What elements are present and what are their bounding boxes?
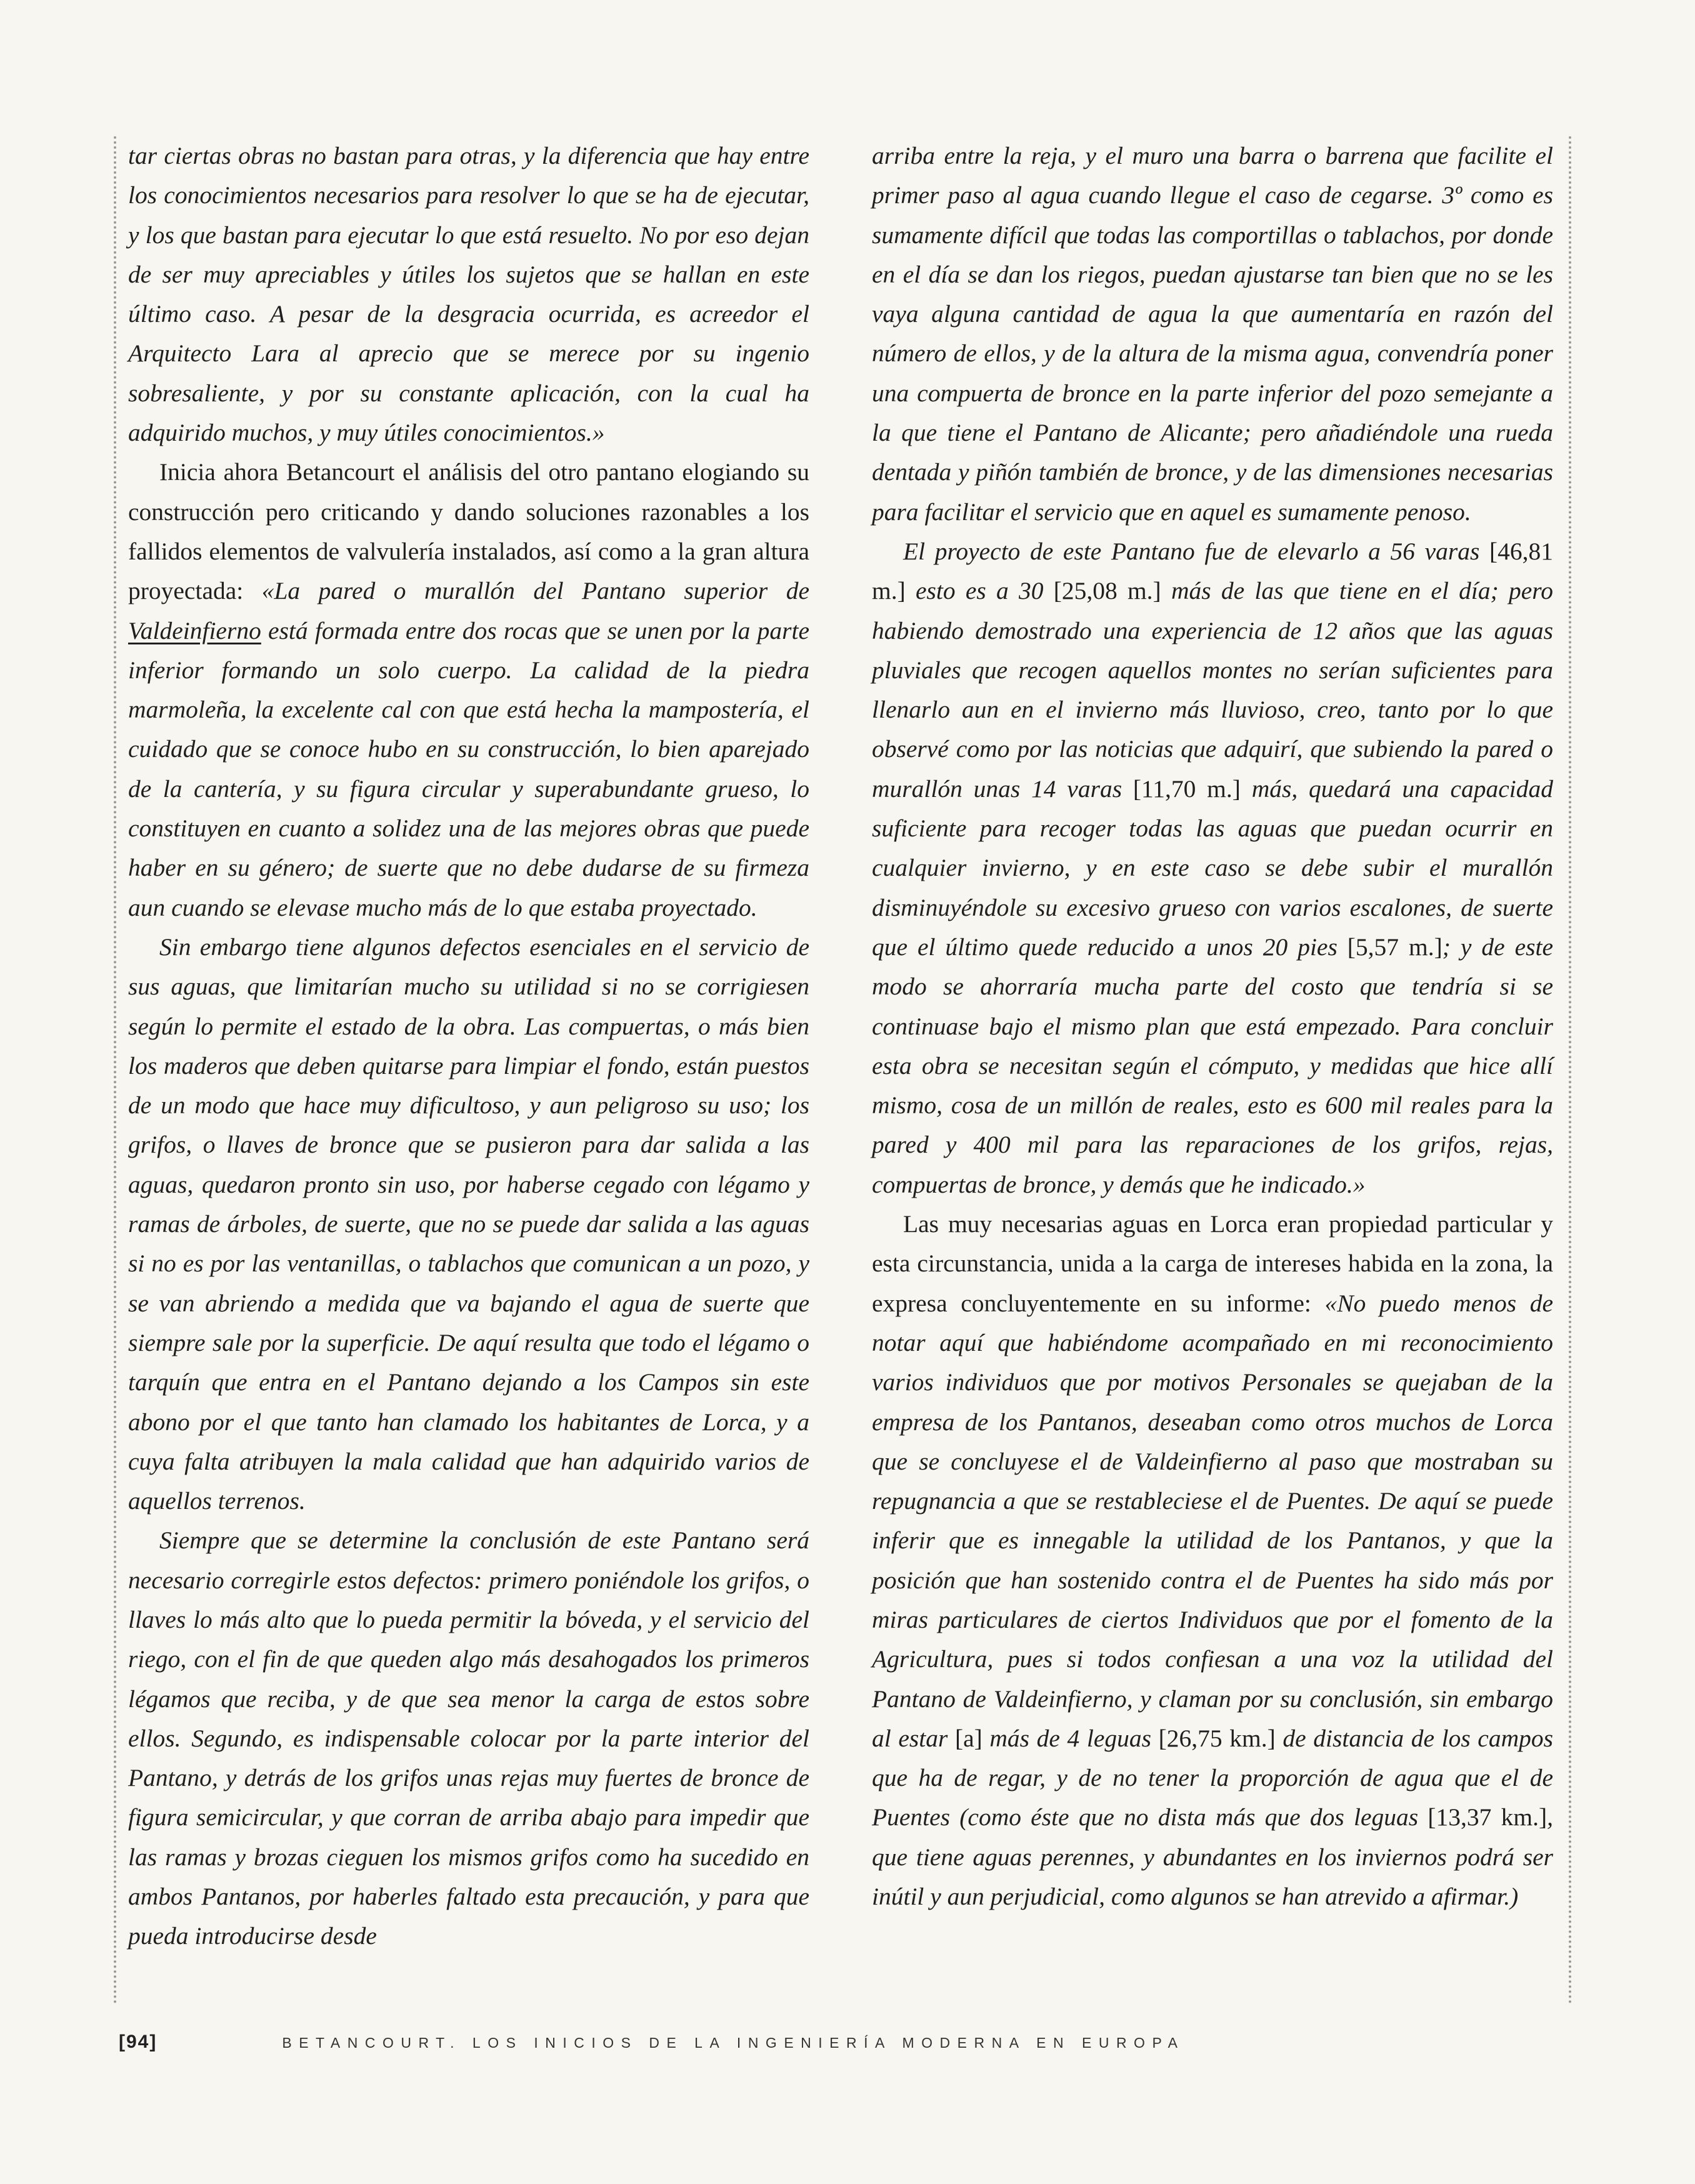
- column-rule-right: [1569, 136, 1571, 2005]
- page-footer: [119, 2031, 1184, 2069]
- quote-text: más de 4 leguas: [982, 1724, 1159, 1752]
- paragraph: [872, 1205, 1553, 1916]
- quote-text: de distancia de los campos que ha de regar, y de no tener la proporción de agua que el de Puentes (como éste que no dista más que dos leguas: [872, 1724, 1553, 1831]
- left-column: [128, 136, 809, 1956]
- paragraph: tar ciertas obras no bastan para otras, y la diferencia que hay entre los conocimientos necesarios para resolver lo que se ha de ejecutar, y los que bastan para ejecutar lo que está resuelto. No por eso dejan de ser muy apreciables y útiles los sujetos que se hallan en este último caso. A pesar de la desgracia ocurrida, es acreedor el Arquitecto Lara al aprecio que se merece por su ingenio sobresaliente, y por su constante aplicación, con la cual ha adquirido muchos, y muy útiles conocimientos.»: [128, 142, 809, 447]
- editorial-note: [25,08 m.]: [1053, 577, 1161, 605]
- editorial-note: [11,70 m.]: [1132, 774, 1241, 803]
- paragraph: arriba entre la reja, y el muro una barra o barrena que facilite el primer paso al agua cuando llegue el caso de cegarse. 3º como es sumamente difícil que todas las comportillas o tablachos, por donde en el día se dan los riegos, puedan ajustarse tan bien que no se les vaya alguna cantidad de agua la que aumentaría en razón del número de ellos, y de la altura de la misma agua, convendría poner una compuerta de bronce en la parte inferior del pozo semejante a la que tiene el Pantano de Alicante; pero añadiéndole una rueda dentada y piñón también de bronce, y de las dimensiones necesarias para facilitar el servicio que en aquel es sumamente penoso.: [872, 142, 1553, 526]
- quote-text: más, quedará una capacidad suficiente para recoger todas las aguas que puedan ocurrir en cualquier invierno, y en este caso se debe subir el murallón disminuyéndole su excesivo grueso con varios escalones, de suerte que el último quede reducido a unos 20 pies: [872, 774, 1553, 961]
- quote-text: «La pared o murallón del Pantano superior de: [261, 577, 809, 605]
- right-column: [872, 136, 1553, 1916]
- editorial-note: [5,57 m.]: [1347, 933, 1442, 961]
- paragraph: Siempre que se determine la conclusión de este Pantano será necesario corregirle estos defectos: primero poniéndole los grifos, o llaves lo más alto que lo pueda permitir la bóveda, y el servicio del riego, con el fin de que queden algo más desahogados los primeros légamos que reciba, y de que sea menor la carga de estos sobre ellos. Segundo, es indispensable colocar por la parte interior del Pantano, y detrás de los grifos unas rejas muy fuertes de bronce de figura semicircular, y que corran de arriba abajo para impedir que las ramas y brozas cieguen los mismos grifos como ha sucedido en ambos Pantanos, por haberles faltado esta precaución, y para que pueda introducirse desde: [128, 1526, 809, 1950]
- body-text: Inicia ahora Betancourt el análisis del otro pantano elogiando su construcción pero criticando y dando soluciones razonables a los fallidos elementos de valvulería instalados, así como a la gran altura proyectada:: [128, 458, 809, 605]
- paragraph: [128, 453, 809, 928]
- editorial-note: [a]: [954, 1724, 982, 1752]
- quote-text: , que tiene aguas perennes, y abundantes en los inviernos podrá ser inútil y aun perjudicial, como algunos se han atrevido a afirmar.): [872, 1803, 1553, 1911]
- quote-text: está formada entre dos rocas que se unen por la parte inferior formando un solo cuerpo. La calidad de la piedra marmoleña, la excelente cal con que está hecha la mampostería, el cuidado que se conoce hubo en su construcción, lo bien aparejado de la cantería, y su figura circular y superabundante grueso, lo constituyen en cuanto a solidez una de las mejores obras que puede haber en su género; de suerte que no debe dudarse de su firmeza aun cuando se elevase mucho más de lo que estaba proyectado.: [128, 616, 809, 921]
- body-text: Las muy necesarias aguas en Lorca eran propiedad particular y esta circunstancia, unida a la carga de intereses habida en la zona, la expresa concluyentemente en su informe:: [872, 1210, 1553, 1317]
- quote-text: más de las que tiene en el día; pero habiendo demostrado una experiencia de 12 años que las aguas pluviales que recogen aquellos montes no serían suficientes para llenarlo aun en el invierno más lluvioso, creo, tanto por lo que observé como por las noticias que adquirí, que subiendo la pared o murallón unas 14 varas: [872, 577, 1553, 803]
- quote-text: esto es a 30: [905, 577, 1054, 605]
- column-rule-left: [114, 136, 116, 2005]
- underlined-place-name: Valdeinfierno: [128, 616, 261, 644]
- quote-text: ; y de este modo se ahorraría mucha parte del costo que tendría si se continuase bajo el mismo plan que está empezado. Para concluir esta obra se necesitan según el cómputo, y medidas que hice allí mismo, cosa de un millón de reales, esto es 600 mil reales para la pared y 400 mil para las reparaciones de los grifos, rejas, compuertas de bronce, y demás que he indicado.»: [872, 933, 1553, 1198]
- editorial-note: [13,37 km.]: [1428, 1803, 1548, 1831]
- quote-text: «No puedo menos de notar aquí que habiéndome acompañado en mi reconocimiento varios individuos que por motivos Personales se quejaban de la empresa de los Pantanos, deseaban como otros muchos de Lorca que se concluyese el de Valdeinfierno al paso que mostraban su repugnancia a que se restableciese el de Puentes. De aquí se puede inferir que es innegable la utilidad de los Pantanos, y que la posición que han sostenido contra el de Puentes ha sido más por miras particulares de ciertos Individuos que por el fomento de la Agricultura, pues si todos confiesan a una voz la utilidad del Pantano de Valdeinfierno, y claman por su conclusión, sin embargo al estar: [872, 1289, 1553, 1752]
- paragraph: Sin embargo tiene algunos defectos esenciales en el servicio de sus aguas, que limitarían mucho su utilidad si no se corrigiesen según lo permite el estado de la obra. Las compuertas, o más bien los maderos que deben quitarse para limpiar el fondo, están puestos de un modo que hace muy dificultoso, y aun peligroso su uso; los grifos, o llaves de bronce que se pusieron para dar salida a las aguas, quedaron pronto sin uso, por haberse cegado con légamo y ramas de árboles, de suerte, que no se puede dar salida a las aguas si no es por las ventanillas, o tablachos que comunican a un pozo, y se van abriendo a medida que va bajando el agua de suerte que siempre sale por la superficie. De aquí resulta que todo el légamo o tarquín que entra en el Pantano dejando a los Campos sin este abono por el que tanto han clamado los habitantes de Lorca, y a cuya falta atribuyen la mala calidad que han adquirido varios de aquellos terrenos.: [128, 933, 809, 1515]
- quote-text: El proyecto de este Pantano fue de elevarlo a 56 varas: [903, 537, 1489, 565]
- page-number: [94]: [119, 2031, 158, 2052]
- editorial-note: [26,75 km.]: [1158, 1724, 1276, 1752]
- running-title: BETANCOURT. LOS INICIOS DE LA INGENIERÍA MODERNA EN EUROPA: [282, 2035, 1185, 2051]
- paragraph: [872, 532, 1553, 1205]
- editorial-note: [46,81 m.]: [872, 537, 1553, 605]
